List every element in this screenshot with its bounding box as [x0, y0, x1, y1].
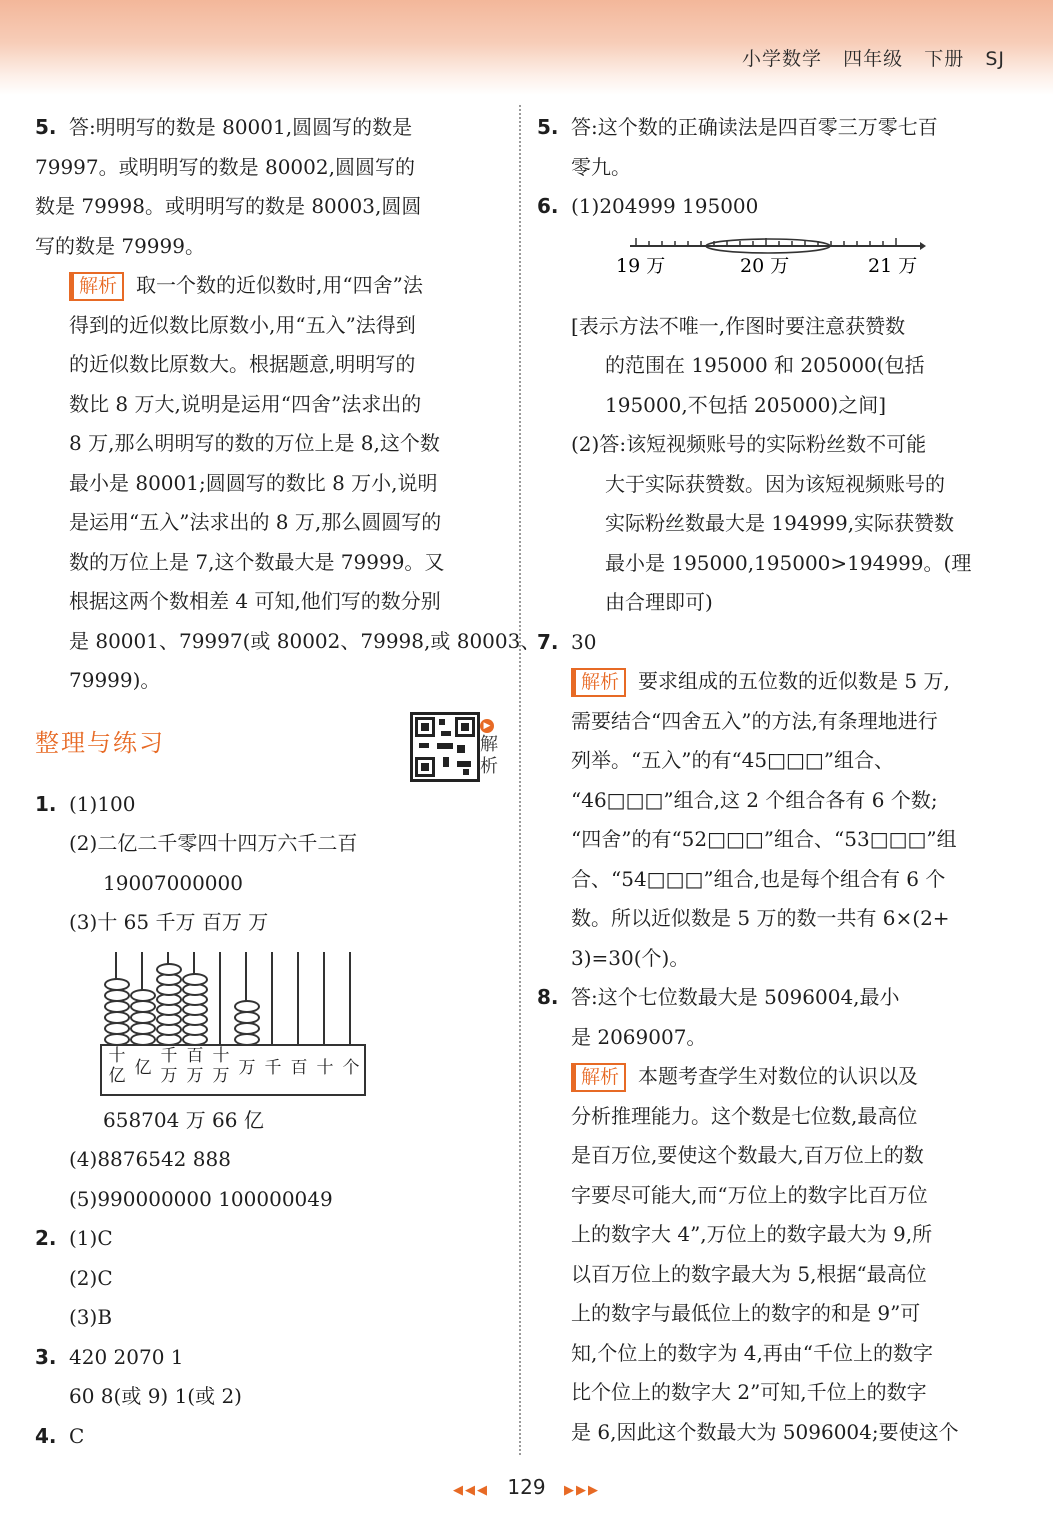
- r-q7-line: 需要结合“四舍五入”的方法,有条理地进行: [571, 708, 938, 733]
- r-q6-note: [表示方法不唯一,作图时要注意获赞数: [571, 313, 906, 338]
- abacus-rod: [323, 952, 325, 1044]
- r-q7-line: 列举。“五入”的有“45□□□”组合、: [571, 748, 895, 772]
- abacus-rod: [349, 952, 351, 1044]
- abacus-label: 千万: [160, 1046, 178, 1086]
- r-q8-jline: 上的数字大 4”,万位上的数字最大为 9,所: [571, 1222, 933, 1246]
- r-q8-jline: 知,个位上的数字为 4,再由“千位上的数字: [571, 1340, 934, 1365]
- q2-a1: 2. (1)C: [35, 1226, 113, 1250]
- header-title: 小学数学 四年级 下册 SJ: [741, 48, 1005, 70]
- right-column: [537, 108, 1007, 1452]
- r-q6-a2: 实际粉丝数最大是 194999,实际获赞数: [605, 511, 955, 535]
- r-q8-jline: 是 6,因此这个数最大为 5096004;要使这个: [571, 1419, 959, 1444]
- jiexi1-line: 最小是 80001;圆圆写的数比 8 万小,说明: [69, 470, 438, 495]
- r-q7-line: 合、“54□□□”组合,也是每个组合有 6 个: [571, 866, 946, 891]
- r-q5-line-0: 5. 答:这个数的正确读法是四百零三万零七百: [537, 115, 938, 139]
- abacus-rod: [219, 952, 221, 1044]
- q1-a3: (3)十 65 千万 百万 万: [69, 910, 269, 934]
- abacus-diagram: [100, 952, 368, 1102]
- play-icon: ▶: [480, 719, 494, 733]
- r-q8-jline: 以百万位上的数字最大为 5,根据“最高位: [571, 1261, 927, 1286]
- q5-line-3: 写的数是 79999。: [35, 233, 205, 258]
- q1-a3b: 658704 万 66 亿: [103, 1107, 264, 1132]
- abacus-rod: [297, 952, 299, 1044]
- jiexi1-line: 的近似数比原数大。根据题意,明明写的: [69, 352, 416, 376]
- q2-a3: (3)B: [69, 1305, 113, 1329]
- r-q5-line-1: 零九。: [571, 154, 631, 179]
- abacus-bead: [234, 1000, 260, 1013]
- qr-code-block[interactable]: [410, 712, 502, 782]
- r-q7-line: “四舍”的有“52□□□”组合、“53□□□”组: [571, 827, 957, 851]
- qr-label: ▶ 解析: [480, 721, 498, 777]
- left-column: [35, 108, 541, 1456]
- prev-arrows-icon: ◀◀◀: [453, 1483, 490, 1498]
- number-line-diagram: [616, 230, 926, 280]
- r-q6-a2: 由合理即可): [605, 590, 713, 614]
- abacus-label: 个: [342, 1058, 360, 1078]
- jiexi1-line: 根据这两个数相差 4 可知,他们写的数分别: [69, 589, 441, 613]
- q1-a5: (5)990000000 100000049: [69, 1186, 333, 1211]
- abacus-label: 十亿: [108, 1046, 126, 1086]
- q5-line-1: 79997。或明明写的数是 80002,圆圆写的: [35, 154, 415, 179]
- q1-a1: 1. (1)100: [35, 791, 136, 816]
- r-q7-line: “46□□□”组合,这 2 个组合各有 6 个数;: [571, 787, 938, 812]
- abacus-bead: [130, 989, 156, 1002]
- jiexi-tag: 解析: [571, 668, 626, 697]
- abacus-frame: [100, 1044, 366, 1096]
- section-title: 整理与练习: [35, 728, 165, 757]
- r-q7-line: 数。所以近似数是 5 万的数一共有 6×(2+: [571, 906, 950, 930]
- q1-a2b: 19007000000: [103, 870, 243, 895]
- q1-a4: (4)8876542 888: [69, 1147, 231, 1171]
- r-q8-line-1: 是 2069007。: [571, 1024, 707, 1049]
- abacus-bead: [104, 978, 130, 991]
- r-q8-jiexi-first: 解析 本题考查学生对数位的认识以及: [537, 1057, 1007, 1097]
- q3-a1: 3. 420 2070 1: [35, 1344, 184, 1369]
- numberline-label: 21 万: [868, 255, 918, 277]
- jiexi-tag: 解析: [69, 272, 124, 301]
- qr-code-icon[interactable]: [410, 712, 480, 782]
- next-arrows-icon: ▶▶▶: [563, 1483, 600, 1498]
- abacus-rod: [271, 952, 273, 1044]
- r-q6-a2: (2)答:该短视频账号的实际粉丝数不可能: [571, 432, 927, 456]
- q5-line-0: 5. 答:明明写的数是 80001,圆圆写的数是: [35, 115, 413, 139]
- r-q7-a1: 7. 30: [537, 629, 597, 654]
- r-q6-a2: 大于实际获赞数。因为该短视频账号的: [605, 471, 945, 496]
- q1-a2: (2)二亿二千零四十四万六千二百: [69, 831, 358, 855]
- jiexi1-line: 数的万位上是 7,这个数最大是 79999。又: [69, 549, 445, 574]
- jiexi1-line: 是运用“五入”法求出的 8 万,那么圆圆写的: [69, 510, 442, 534]
- r-q7-line: 3)=30(个)。: [571, 945, 690, 970]
- abacus-bead: [182, 973, 208, 986]
- numberline-label: 19 万: [616, 255, 666, 277]
- r-q8-jline: 是百万位,要使这个数最大,百万位上的数: [571, 1143, 924, 1167]
- numberline-label: 20 万: [740, 255, 790, 277]
- r-q6-note: 的范围在 195000 和 205000(包括: [605, 353, 925, 377]
- jiexi1-line: 8 万,那么明明写的数的万位上是 8,这个数: [69, 431, 440, 455]
- r-q6-a2: 最小是 195000,195000>194999。(理: [605, 550, 972, 575]
- r-q6-note: 195000,不包括 205000)之间]: [605, 392, 887, 417]
- q5-line-2: 数是 79998。或明明写的数是 80003,圆圆: [35, 194, 422, 218]
- q2-a2: (2)C: [69, 1265, 113, 1290]
- jiexi1-line: 是 80001、79997(或 80002、79998,或 80003、: [69, 628, 541, 653]
- abacus-label: 千: [264, 1058, 282, 1078]
- r-q7-jiexi-first: 解析 要求组成的五位数的近似数是 5 万,: [537, 662, 1007, 702]
- q4-a1: 4. C: [35, 1423, 85, 1448]
- jiexi1-first: 解析 取一个数的近似数时,用“四舍”法: [35, 266, 505, 306]
- jiexi1-line: 得到的近似数比原数小,用“五入”法得到: [69, 312, 416, 337]
- r-q8-jline: 分析推理能力。这个数是七位数,最高位: [571, 1103, 918, 1128]
- jiexi1-line: 79999)。: [69, 668, 161, 692]
- abacus-label: 十万: [212, 1046, 230, 1086]
- abacus-label: 亿: [134, 1058, 152, 1078]
- r-q8-line-0: 8. 答:这个七位数最大是 5096004,最小: [537, 985, 900, 1009]
- abacus-label: 百: [290, 1058, 308, 1078]
- abacus-label: 十: [316, 1058, 334, 1078]
- page-number: ◀◀◀ 129 ▶▶▶: [453, 1475, 600, 1499]
- jiexi1-line: 数比 8 万大,说明是运用“四舍”法求出的: [69, 391, 422, 416]
- jiexi-tag: 解析: [571, 1063, 626, 1092]
- r-q8-jline: 上的数字与最低位上的数字的和是 9”可: [571, 1301, 921, 1325]
- r-q8-jline: 字要尽可能大,而“万位上的数字比百万位: [571, 1182, 928, 1207]
- number-line-arrow: [920, 242, 926, 250]
- r-q6-a1: 6. (1)204999 195000: [537, 194, 759, 218]
- q3-a2: 60 8(或 9) 1(或 2): [69, 1384, 242, 1408]
- abacus-label: 万: [238, 1058, 256, 1078]
- abacus-bead: [156, 963, 182, 976]
- r-q8-jline: 比个位上的数字大 2”可知,千位上的数字: [571, 1380, 927, 1404]
- column-divider: [519, 105, 521, 1455]
- abacus-label: 百万: [186, 1046, 204, 1086]
